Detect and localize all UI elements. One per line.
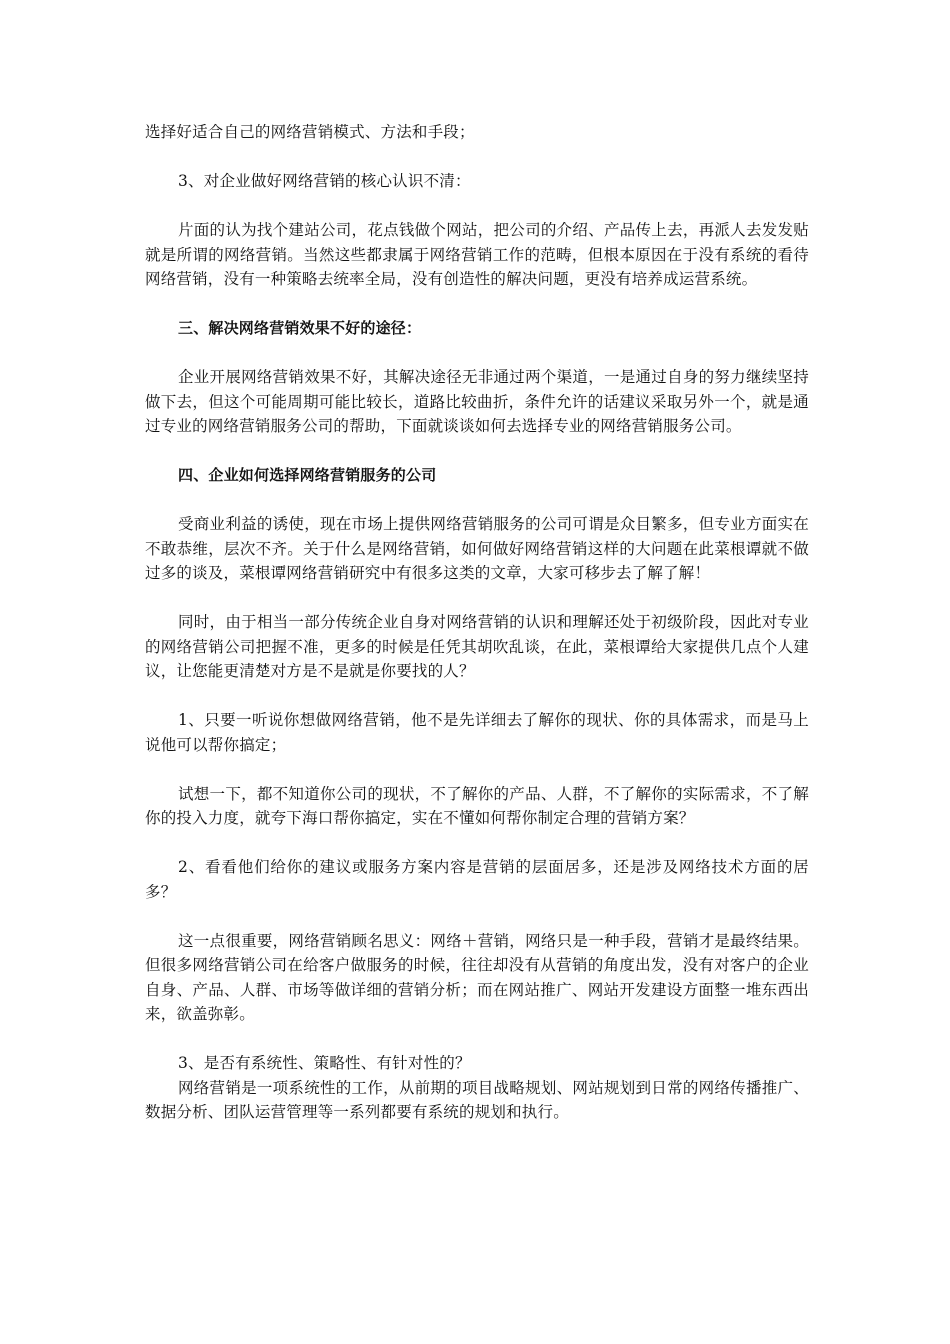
section-heading-3: 三、解决网络营销效果不好的途径： <box>178 319 422 337</box>
paragraph-gap <box>145 439 809 464</box>
paragraph-gap <box>145 684 809 709</box>
paragraph-continuation: 选择好适合自己的网络营销模式、方法和手段； <box>145 123 475 141</box>
paragraph-list-item-3: 3、是否有系统性、策略性、有针对性的？ <box>178 1054 471 1072</box>
paragraph-body: 同时，由于相当一部分传统企业自身对网络营销的认识和理解还处于初级阶段，因此对专业的网络营销公司把握不准，更多的时候是任凭其胡吹乱谈，在此，菜根谭给大家提供几点个人建议，让您能更清楚对方是不是就是你要找的人？ <box>145 613 809 680</box>
document-page <box>145 120 809 1125</box>
paragraph-gap <box>145 1027 809 1052</box>
paragraph-body: 片面的认为找个建站公司，花点钱做个网站，把公司的介绍、产品传上去，再派人去发发贴就是所谓的网络营销。当然这些都隶属于网络营销工作的范畴，但根本原因在于没有系统的看待网络营销，没有一种策略去统率全局，没有创造性的解决问题，更没有培养成运营系统。 <box>145 221 809 288</box>
paragraph-gap <box>145 488 809 513</box>
paragraph-gap <box>145 292 809 317</box>
paragraph-body: 受商业利益的诱使，现在市场上提供网络营销服务的公司可谓是众目繁多，但专业方面实在不敢恭维，层次不齐。关于什么是网络营销，如何做好网络营销这样的大问题在此菜根谭就不做过多的谈及，菜根谭网络营销研究中有很多这类的文章，大家可移步去了解了解！ <box>145 515 809 582</box>
paragraph-gap <box>145 904 809 929</box>
paragraph-gap <box>145 194 809 219</box>
paragraph-gap <box>145 831 809 856</box>
paragraph-body: 试想一下，都不知道你公司的现状，不了解你的产品、人群，不了解你的实际需求，不了解你的投入力度，就夸下海口帮你搞定，实在不懂如何帮你制定合理的营销方案？ <box>145 784 809 827</box>
paragraph-body: 企业开展网络营销效果不好，其解决途径无非通过两个渠道，一是通过自身的努力继续坚持做下去，但这个可能周期可能比较长，道路比较曲折，条件允许的话建议采取另外一个，就是通过专业的网络营销服务公司的帮助，下面就谈谈如何去选择专业的网络营销服务公司。 <box>145 368 809 435</box>
paragraph-gap <box>145 145 809 170</box>
paragraph-point-3-heading: 3、对企业做好网络营销的核心认识不清： <box>178 172 471 190</box>
section-heading-4: 四、企业如何选择网络营销服务的公司 <box>178 466 437 484</box>
paragraph-gap <box>145 586 809 611</box>
paragraph-gap <box>145 757 809 782</box>
paragraph-list-item-1: 1、只要一听说你想做网络营销，他不是先详细去了解你的现状、你的具体需求，而是马上说他可以帮你搞定； <box>145 711 809 754</box>
paragraph-list-item-2: 2、看看他们给你的建议或服务方案内容是营销的层面居多，还是涉及网络技术方面的居多？ <box>145 858 809 901</box>
paragraph-body: 网络营销是一项系统性的工作，从前期的项目战略规划、网站规划到日常的网络传播推广、数据分析、团队运营管理等一系列都要有系统的规划和执行。 <box>145 1078 809 1121</box>
paragraph-gap <box>145 341 809 366</box>
paragraph-body: 这一点很重要，网络营销顾名思义：网络＋营销，网络只是一种手段，营销才是最终结果。但很多网络营销公司在给客户做服务的时候，往往却没有从营销的角度出发，没有对客户的企业自身、产品、人群、市场等做详细的营销分析；而在网站推广、网站开发建设方面整一堆东西出来，欲盖弥彰。 <box>145 931 809 1023</box>
